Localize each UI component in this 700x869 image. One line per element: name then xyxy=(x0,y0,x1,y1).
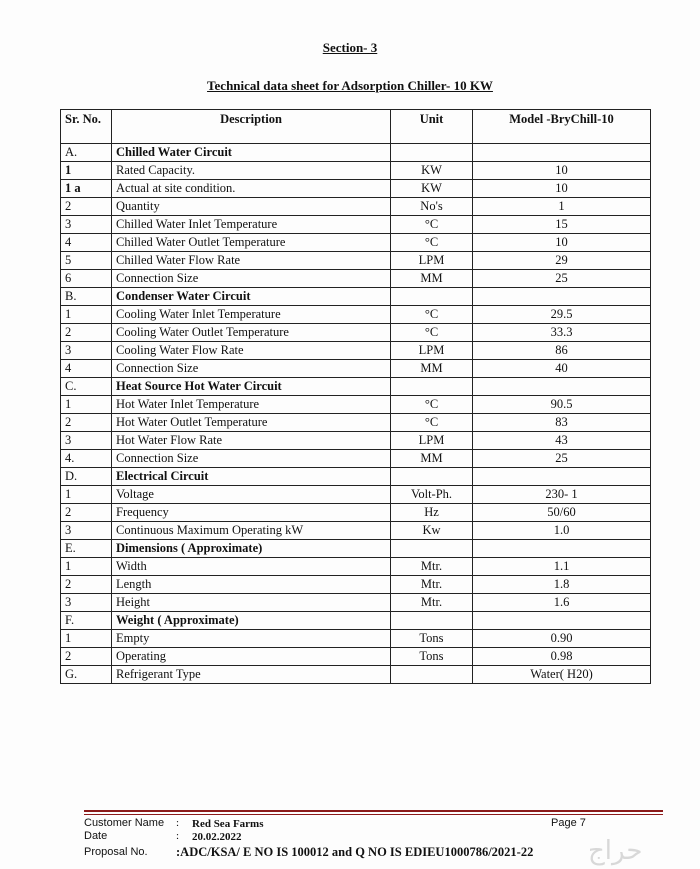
row-value: 1.0 xyxy=(473,522,651,540)
header-description: Description xyxy=(112,110,391,144)
row-unit: °C xyxy=(391,414,473,432)
document-title: Technical data sheet for Adsorption Chiller- 10 KW xyxy=(207,78,493,93)
table-row xyxy=(61,450,651,468)
row-value xyxy=(473,144,651,162)
proposal-value: :ADC/KSA/ E NO IS 100012 and Q NO IS EDIEU1000786/2021-22 xyxy=(176,845,534,859)
header-model: Model -BryChill-10 xyxy=(473,110,651,144)
row-unit xyxy=(391,468,473,486)
row-unit: No's xyxy=(391,198,473,216)
row-value xyxy=(473,288,651,306)
row-sr-no: 2 xyxy=(61,576,112,594)
row-description: Refrigerant Type xyxy=(112,666,391,684)
date-value: 20.02.2022 xyxy=(192,831,242,843)
row-sr-no: 6 xyxy=(61,270,112,288)
row-unit: LPM xyxy=(391,252,473,270)
row-unit: KW xyxy=(391,162,473,180)
row-value: 1 xyxy=(473,198,651,216)
row-unit xyxy=(391,540,473,558)
row-sr-no: 1 xyxy=(61,630,112,648)
row-sr-no: A. xyxy=(61,144,112,162)
row-value: 1.8 xyxy=(473,576,651,594)
row-description: Connection Size xyxy=(112,360,391,378)
section-heading-cell: Electrical Circuit xyxy=(112,468,391,486)
row-value: 83 xyxy=(473,414,651,432)
table-row xyxy=(61,432,651,450)
row-value: 15 xyxy=(473,216,651,234)
page-number: Page 7 xyxy=(551,817,586,829)
row-unit xyxy=(391,666,473,684)
row-description: Hot Water Inlet Temperature xyxy=(112,396,391,414)
row-unit: KW xyxy=(391,180,473,198)
watermark-logo: حراج xyxy=(588,836,643,866)
row-description: Hot Water Flow Rate xyxy=(112,432,391,450)
proposal-label: Proposal No. xyxy=(84,846,148,858)
row-value: Water( H20) xyxy=(473,666,651,684)
row-value: 1.1 xyxy=(473,558,651,576)
row-unit: Kw xyxy=(391,522,473,540)
row-description: Connection Size xyxy=(112,270,391,288)
row-value: 10 xyxy=(473,234,651,252)
row-unit: Hz xyxy=(391,504,473,522)
row-description: Voltage xyxy=(112,486,391,504)
row-sr-no: E. xyxy=(61,540,112,558)
row-sr-no: 4. xyxy=(61,450,112,468)
row-description: Width xyxy=(112,558,391,576)
row-value: 43 xyxy=(473,432,651,450)
row-description: Quantity xyxy=(112,198,391,216)
table-row xyxy=(61,630,651,648)
row-value: 25 xyxy=(473,270,651,288)
row-unit: LPM xyxy=(391,342,473,360)
table-row xyxy=(61,594,651,612)
row-description: Connection Size xyxy=(112,450,391,468)
row-sr-no: 3 xyxy=(61,522,112,540)
row-value: 25 xyxy=(473,450,651,468)
row-unit: Mtr. xyxy=(391,576,473,594)
date-colon: : xyxy=(176,830,180,842)
table-row xyxy=(61,396,651,414)
row-value: 90.5 xyxy=(473,396,651,414)
row-sr-no: 1 a xyxy=(61,180,112,198)
row-value: 33.3 xyxy=(473,324,651,342)
row-unit: °C xyxy=(391,306,473,324)
row-value: 50/60 xyxy=(473,504,651,522)
table-row xyxy=(61,162,651,180)
row-description: Hot Water Outlet Temperature xyxy=(112,414,391,432)
row-sr-no: 4 xyxy=(61,234,112,252)
row-unit: Mtr. xyxy=(391,558,473,576)
table-row xyxy=(61,486,651,504)
row-sr-no: 1 xyxy=(61,486,112,504)
row-sr-no: 2 xyxy=(61,324,112,342)
row-unit: MM xyxy=(391,360,473,378)
row-unit xyxy=(391,144,473,162)
row-sr-no: 3 xyxy=(61,216,112,234)
row-sr-no: D. xyxy=(61,468,112,486)
row-value: 29 xyxy=(473,252,651,270)
row-value: 29.5 xyxy=(473,306,651,324)
table-row xyxy=(61,252,651,270)
section-row xyxy=(61,468,651,486)
row-unit: °C xyxy=(391,216,473,234)
section-row xyxy=(61,378,651,396)
row-description: Rated Capacity. xyxy=(112,162,391,180)
row-sr-no: G. xyxy=(61,666,112,684)
section-heading-cell: Dimensions ( Approximate) xyxy=(112,540,391,558)
customer-name-value: Red Sea Farms xyxy=(192,818,264,830)
row-description: Chilled Water Inlet Temperature xyxy=(112,216,391,234)
table-row xyxy=(61,216,651,234)
row-sr-no: 1 xyxy=(61,558,112,576)
section-row xyxy=(61,540,651,558)
section-heading-cell: Heat Source Hot Water Circuit xyxy=(112,378,391,396)
row-value: 10 xyxy=(473,180,651,198)
table-row xyxy=(61,648,651,666)
section-row xyxy=(61,612,651,630)
row-sr-no: 4 xyxy=(61,360,112,378)
customer-colon: : xyxy=(176,817,180,829)
customer-name-label: Customer Name xyxy=(84,817,165,829)
row-sr-no: C. xyxy=(61,378,112,396)
row-sr-no: 5 xyxy=(61,252,112,270)
row-unit: MM xyxy=(391,450,473,468)
row-unit: Mtr. xyxy=(391,594,473,612)
table-row xyxy=(61,666,651,684)
row-unit xyxy=(391,378,473,396)
table-row xyxy=(61,522,651,540)
section-heading-cell: Condenser Water Circuit xyxy=(112,288,391,306)
table-row xyxy=(61,306,651,324)
row-description: Cooling Water Flow Rate xyxy=(112,342,391,360)
table-row xyxy=(61,504,651,522)
row-value: 40 xyxy=(473,360,651,378)
row-unit: °C xyxy=(391,234,473,252)
table-header-row xyxy=(61,110,651,144)
row-sr-no: 3 xyxy=(61,594,112,612)
row-value xyxy=(473,378,651,396)
row-value: 10 xyxy=(473,162,651,180)
table-row xyxy=(61,270,651,288)
row-unit xyxy=(391,288,473,306)
row-sr-no: 2 xyxy=(61,414,112,432)
row-sr-no: F. xyxy=(61,612,112,630)
header-unit: Unit xyxy=(391,110,473,144)
date-label: Date xyxy=(84,830,108,842)
section-heading-cell: Weight ( Approximate) xyxy=(112,612,391,630)
technical-data-table xyxy=(60,109,651,684)
row-description: Frequency xyxy=(112,504,391,522)
row-description: Actual at site condition. xyxy=(112,180,391,198)
table-row xyxy=(61,180,651,198)
row-unit: Tons xyxy=(391,648,473,666)
row-value: 86 xyxy=(473,342,651,360)
table-row xyxy=(61,234,651,252)
section-row xyxy=(61,144,651,162)
row-description: Chilled Water Flow Rate xyxy=(112,252,391,270)
row-unit: MM xyxy=(391,270,473,288)
row-value: 1.6 xyxy=(473,594,651,612)
row-value: 0.98 xyxy=(473,648,651,666)
row-description: Continuous Maximum Operating kW xyxy=(112,522,391,540)
footer-rule-thin xyxy=(84,814,663,815)
row-unit xyxy=(391,612,473,630)
table-row xyxy=(61,558,651,576)
row-sr-no: 1 xyxy=(61,162,112,180)
table-row xyxy=(61,414,651,432)
row-description: Chilled Water Outlet Temperature xyxy=(112,234,391,252)
section-row xyxy=(61,288,651,306)
row-value xyxy=(473,612,651,630)
row-sr-no: 1 xyxy=(61,396,112,414)
footer-rule xyxy=(84,810,663,812)
row-sr-no: 3 xyxy=(61,432,112,450)
row-sr-no: 2 xyxy=(61,198,112,216)
row-sr-no: B. xyxy=(61,288,112,306)
section-heading-cell: Chilled Water Circuit xyxy=(112,144,391,162)
table-row xyxy=(61,198,651,216)
row-value: 230- 1 xyxy=(473,486,651,504)
row-unit: °C xyxy=(391,396,473,414)
row-unit: LPM xyxy=(391,432,473,450)
row-unit: °C xyxy=(391,324,473,342)
row-value xyxy=(473,468,651,486)
row-description: Height xyxy=(112,594,391,612)
row-unit: Volt-Ph. xyxy=(391,486,473,504)
table-row xyxy=(61,576,651,594)
table-row xyxy=(61,342,651,360)
row-description: Length xyxy=(112,576,391,594)
row-description: Operating xyxy=(112,648,391,666)
row-value xyxy=(473,540,651,558)
row-sr-no: 2 xyxy=(61,504,112,522)
row-unit: Tons xyxy=(391,630,473,648)
header-sr-no: Sr. No. xyxy=(61,110,112,144)
row-description: Empty xyxy=(112,630,391,648)
table-row xyxy=(61,324,651,342)
row-description: Cooling Water Outlet Temperature xyxy=(112,324,391,342)
table-row xyxy=(61,360,651,378)
row-sr-no: 1 xyxy=(61,306,112,324)
row-sr-no: 3 xyxy=(61,342,112,360)
section-heading: Section- 3 xyxy=(322,40,378,55)
row-sr-no: 2 xyxy=(61,648,112,666)
row-description: Cooling Water Inlet Temperature xyxy=(112,306,391,324)
row-value: 0.90 xyxy=(473,630,651,648)
